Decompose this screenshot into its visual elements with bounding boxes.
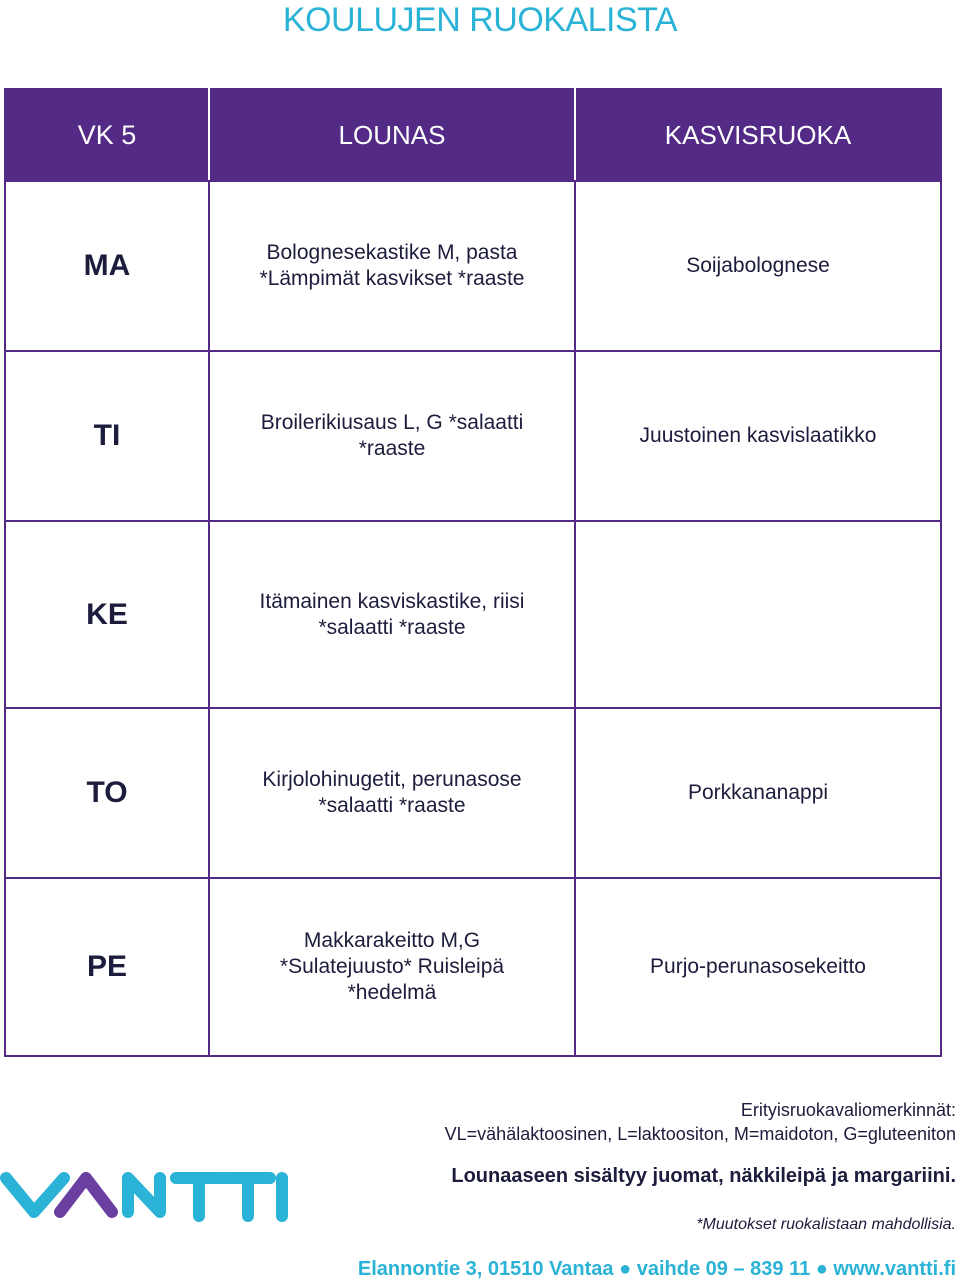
vegetarian-header: KASVISRUOKA xyxy=(575,89,941,181)
legend-heading: Erityisruokavaliomerkinnät: xyxy=(740,1100,956,1120)
dish-line: *raaste xyxy=(358,437,426,460)
page-title: KOULUJEN RUOKALISTA xyxy=(282,1,678,39)
dish-line: *salaatti *raaste xyxy=(318,794,466,817)
dish-line: Itämainen kasviskastike, riisi xyxy=(259,589,525,613)
legend-codes: VL=vähälaktoosinen, L=laktoositon, M=maidoton, G=gluteeniton xyxy=(444,1124,956,1144)
lunch-cell xyxy=(209,708,575,878)
table-row xyxy=(5,351,941,521)
day-cell: KE xyxy=(5,521,209,708)
table-row xyxy=(5,181,941,351)
dish-line: *hedelmä xyxy=(347,981,437,1004)
dish-line: *Sulatejuusto* Ruisleipä xyxy=(279,955,505,978)
menu-table xyxy=(4,88,942,1057)
day-cell: TI xyxy=(5,351,209,521)
vantti-logo-icon xyxy=(0,1160,290,1230)
vegetarian-cell: Soijabolognese xyxy=(575,181,941,351)
day-cell: MA xyxy=(5,181,209,351)
week-header: VK 5 xyxy=(5,89,209,181)
dish-line: *Lämpimät kasvikset *raaste xyxy=(259,267,525,290)
lunch-cell xyxy=(209,351,575,521)
vegetarian-cell: Purjo-perunasosekeitto xyxy=(575,878,941,1056)
table-row xyxy=(5,521,941,708)
lunch-cell xyxy=(209,878,575,1056)
vegetarian-cell xyxy=(575,521,941,708)
header-row xyxy=(5,89,941,181)
dish-line: Broilerikiusaus L, G *salaatti xyxy=(260,411,524,434)
lunch-cell xyxy=(209,181,575,351)
vegetarian-cell: Juustoinen kasvislaatikko xyxy=(575,351,941,521)
included-note: Lounaaseen sisältyy juomat, näkkileipä ja margariini. xyxy=(451,1165,956,1187)
lunch-cell xyxy=(209,521,575,708)
dish-line: Kirjolohinugetit, perunasose xyxy=(262,768,522,791)
changes-note: *Muutokset ruokalistaan mahdollisia. xyxy=(696,1216,956,1233)
day-cell: PE xyxy=(5,878,209,1056)
day-cell: TO xyxy=(5,708,209,878)
lunch-header: LOUNAS xyxy=(209,89,575,181)
dish-line: Bolognesekastike M, pasta xyxy=(266,241,518,264)
dish-line: *salaatti *raaste xyxy=(318,615,466,639)
table-row xyxy=(5,878,941,1056)
vegetarian-cell: Porkkananappi xyxy=(575,708,941,878)
table-row xyxy=(5,708,941,878)
dish-line: Makkarakeitto M,G xyxy=(303,929,481,952)
footer-address: Elannontie 3, 01510 Vantaa ● vaihde 09 – 839 11 ● www.vantti.fi xyxy=(357,1258,956,1280)
